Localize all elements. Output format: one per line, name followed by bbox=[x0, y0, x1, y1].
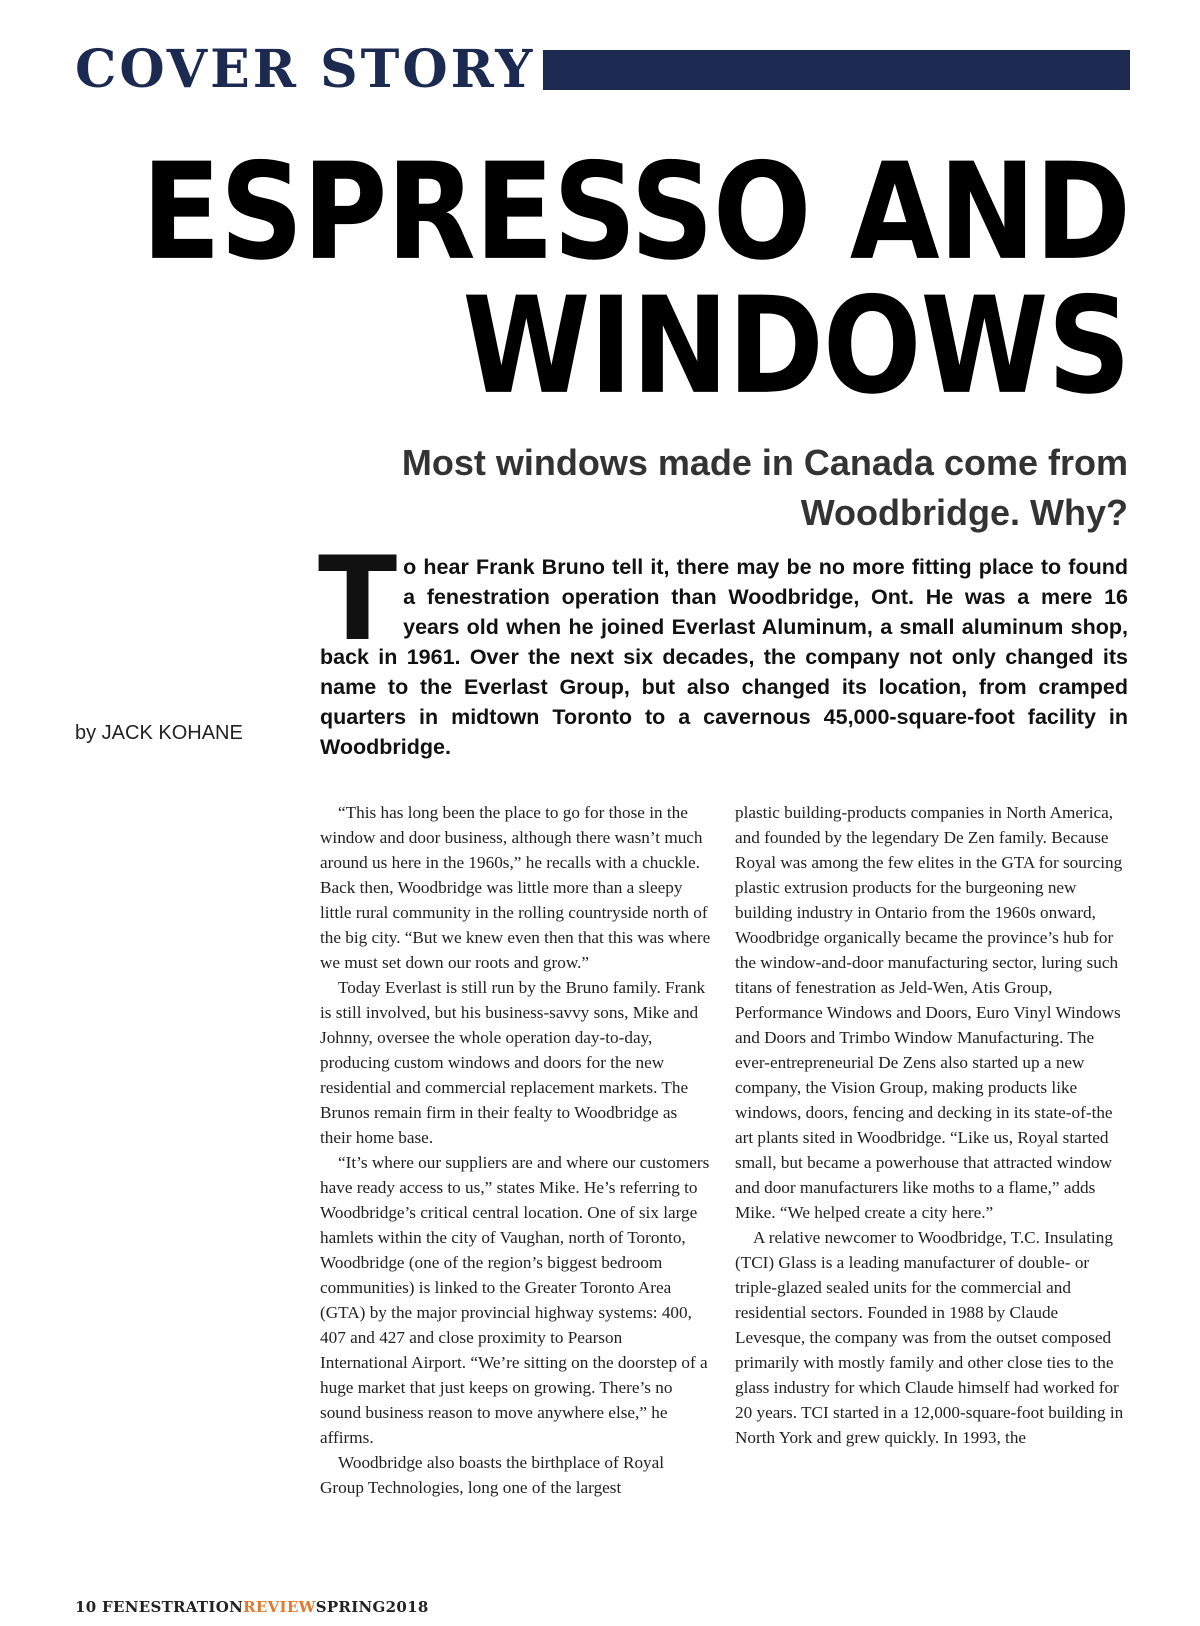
byline: by JACK KOHANE bbox=[75, 722, 243, 744]
body-paragraph: plastic building-products companies in North America, and founded by the legendary De Zen family. Because Royal was among the few elites in the GTA for sourcing plastic extrusion products for the burgeoning new building industry in Ontario from the 1960s onward, Woodbridge organically became the province’s hub for the window-and-door manufacturing sector, luring such titans of fenestration as Jeld-Wen, Atis Group, Performance Windows and Doors, Euro Vinyl Windows and Doors and Trimbo Window Manufacturing. The ever-entrepreneurial De Zens also started up a new company, the Vision Group, making products like windows, doors, fencing and decking in its state-of-the art plants sited in Woodbridge. “Like us, Royal started small, but became a powerhouse that attracted window and door manufacturers like moths to a flame,” adds Mike. “We helped create a city here.” bbox=[735, 803, 1123, 1222]
page-number: 10 bbox=[75, 1598, 97, 1616]
section-rule-bar bbox=[543, 50, 1130, 90]
lede-text: o hear Frank Bruno tell it, there may be no more fitting place to found a fenestration operation than Woodbridge, Ont. He was a mere 16 years old when he joined Everlast Aluminum, a small aluminum shop, back in 1961. Over the next six decades, the company not only changed its name to the Everlast Group, but also changed its location, from cramped quarters in midtown Toronto to a cavernous 45,000-square-foot facility in Woodbridge. bbox=[320, 555, 1128, 759]
body-column-2 bbox=[735, 800, 1127, 1450]
section-header bbox=[75, 40, 1130, 100]
body-paragraph: Woodbridge also boasts the birthplace of Royal Group Technologies, long one of the largest bbox=[320, 1453, 665, 1497]
body-paragraph: “This has long been the place to go for those in the window and door business, although there wasn’t much around us here in the 1960s,” he recalls with a chuckle. Back then, Woodbridge was little more than a sleepy little rural community in the rolling countryside north of the big city. “But we knew even then that this was where we must set down our roots and grow.” bbox=[320, 803, 711, 972]
headline-line-1: ESPRESSO AND bbox=[141, 134, 1130, 291]
body-paragraph: Today Everlast is still run by the Bruno family. Frank is still involved, but his business-savvy sons, Mike and Johnny, oversee the whole operation day-to-day, producing custom windows and doors for the new residential and commercial replacement markets. The Brunos remain firm in their fealty to Woodbridge as their home base. bbox=[320, 978, 706, 1147]
body-paragraph: A relative newcomer to Woodbridge, T.C. Insulating (TCI) Glass is a leading manufacturer of double- or triple-glazed sealed units for the commercial and residential sectors. Founded in 1988 by Claude Levesque, the company was from the outset composed primarily with mostly family and other close ties to the glass industry for which Claude himself had worked for 20 years. TCI started in a 12,000-square-foot building in North York and grew quickly. In 1993, the bbox=[735, 1228, 1124, 1447]
drop-cap: T bbox=[318, 532, 398, 667]
body-paragraph: “It’s where our suppliers are and where our customers have ready access to us,” states Mike. He’s referring to Woodbridge’s critical central location. One of six large hamlets within the city of Vaughan, north of Toronto, Woodbridge (one of the region’s biggest bedroom communities) is linked to the Greater Toronto Area (GTA) by the major provincial highway systems: 400, 407 and 427 and close proximity to Pearson International Airport. “We’re sitting on the doorstep of a huge market that just keeps on growing. There’s no sound business reason to move anywhere else,” he affirms. bbox=[320, 1153, 710, 1447]
page-footer bbox=[75, 1598, 429, 1616]
headline-line-2: WINDOWS bbox=[462, 268, 1130, 425]
magazine-name: FENESTRATION bbox=[102, 1598, 244, 1616]
headline bbox=[130, 134, 1130, 425]
issue-label: SPRING2018 bbox=[315, 1598, 429, 1616]
deck-subtitle: Most windows made in Canada come from Woodbridge. Why? bbox=[401, 442, 1128, 533]
magazine-name-accent: REVIEW bbox=[243, 1598, 316, 1616]
body-column-1 bbox=[320, 800, 712, 1500]
section-title: COVER STORY bbox=[75, 39, 536, 100]
lede-paragraph bbox=[318, 532, 1128, 762]
